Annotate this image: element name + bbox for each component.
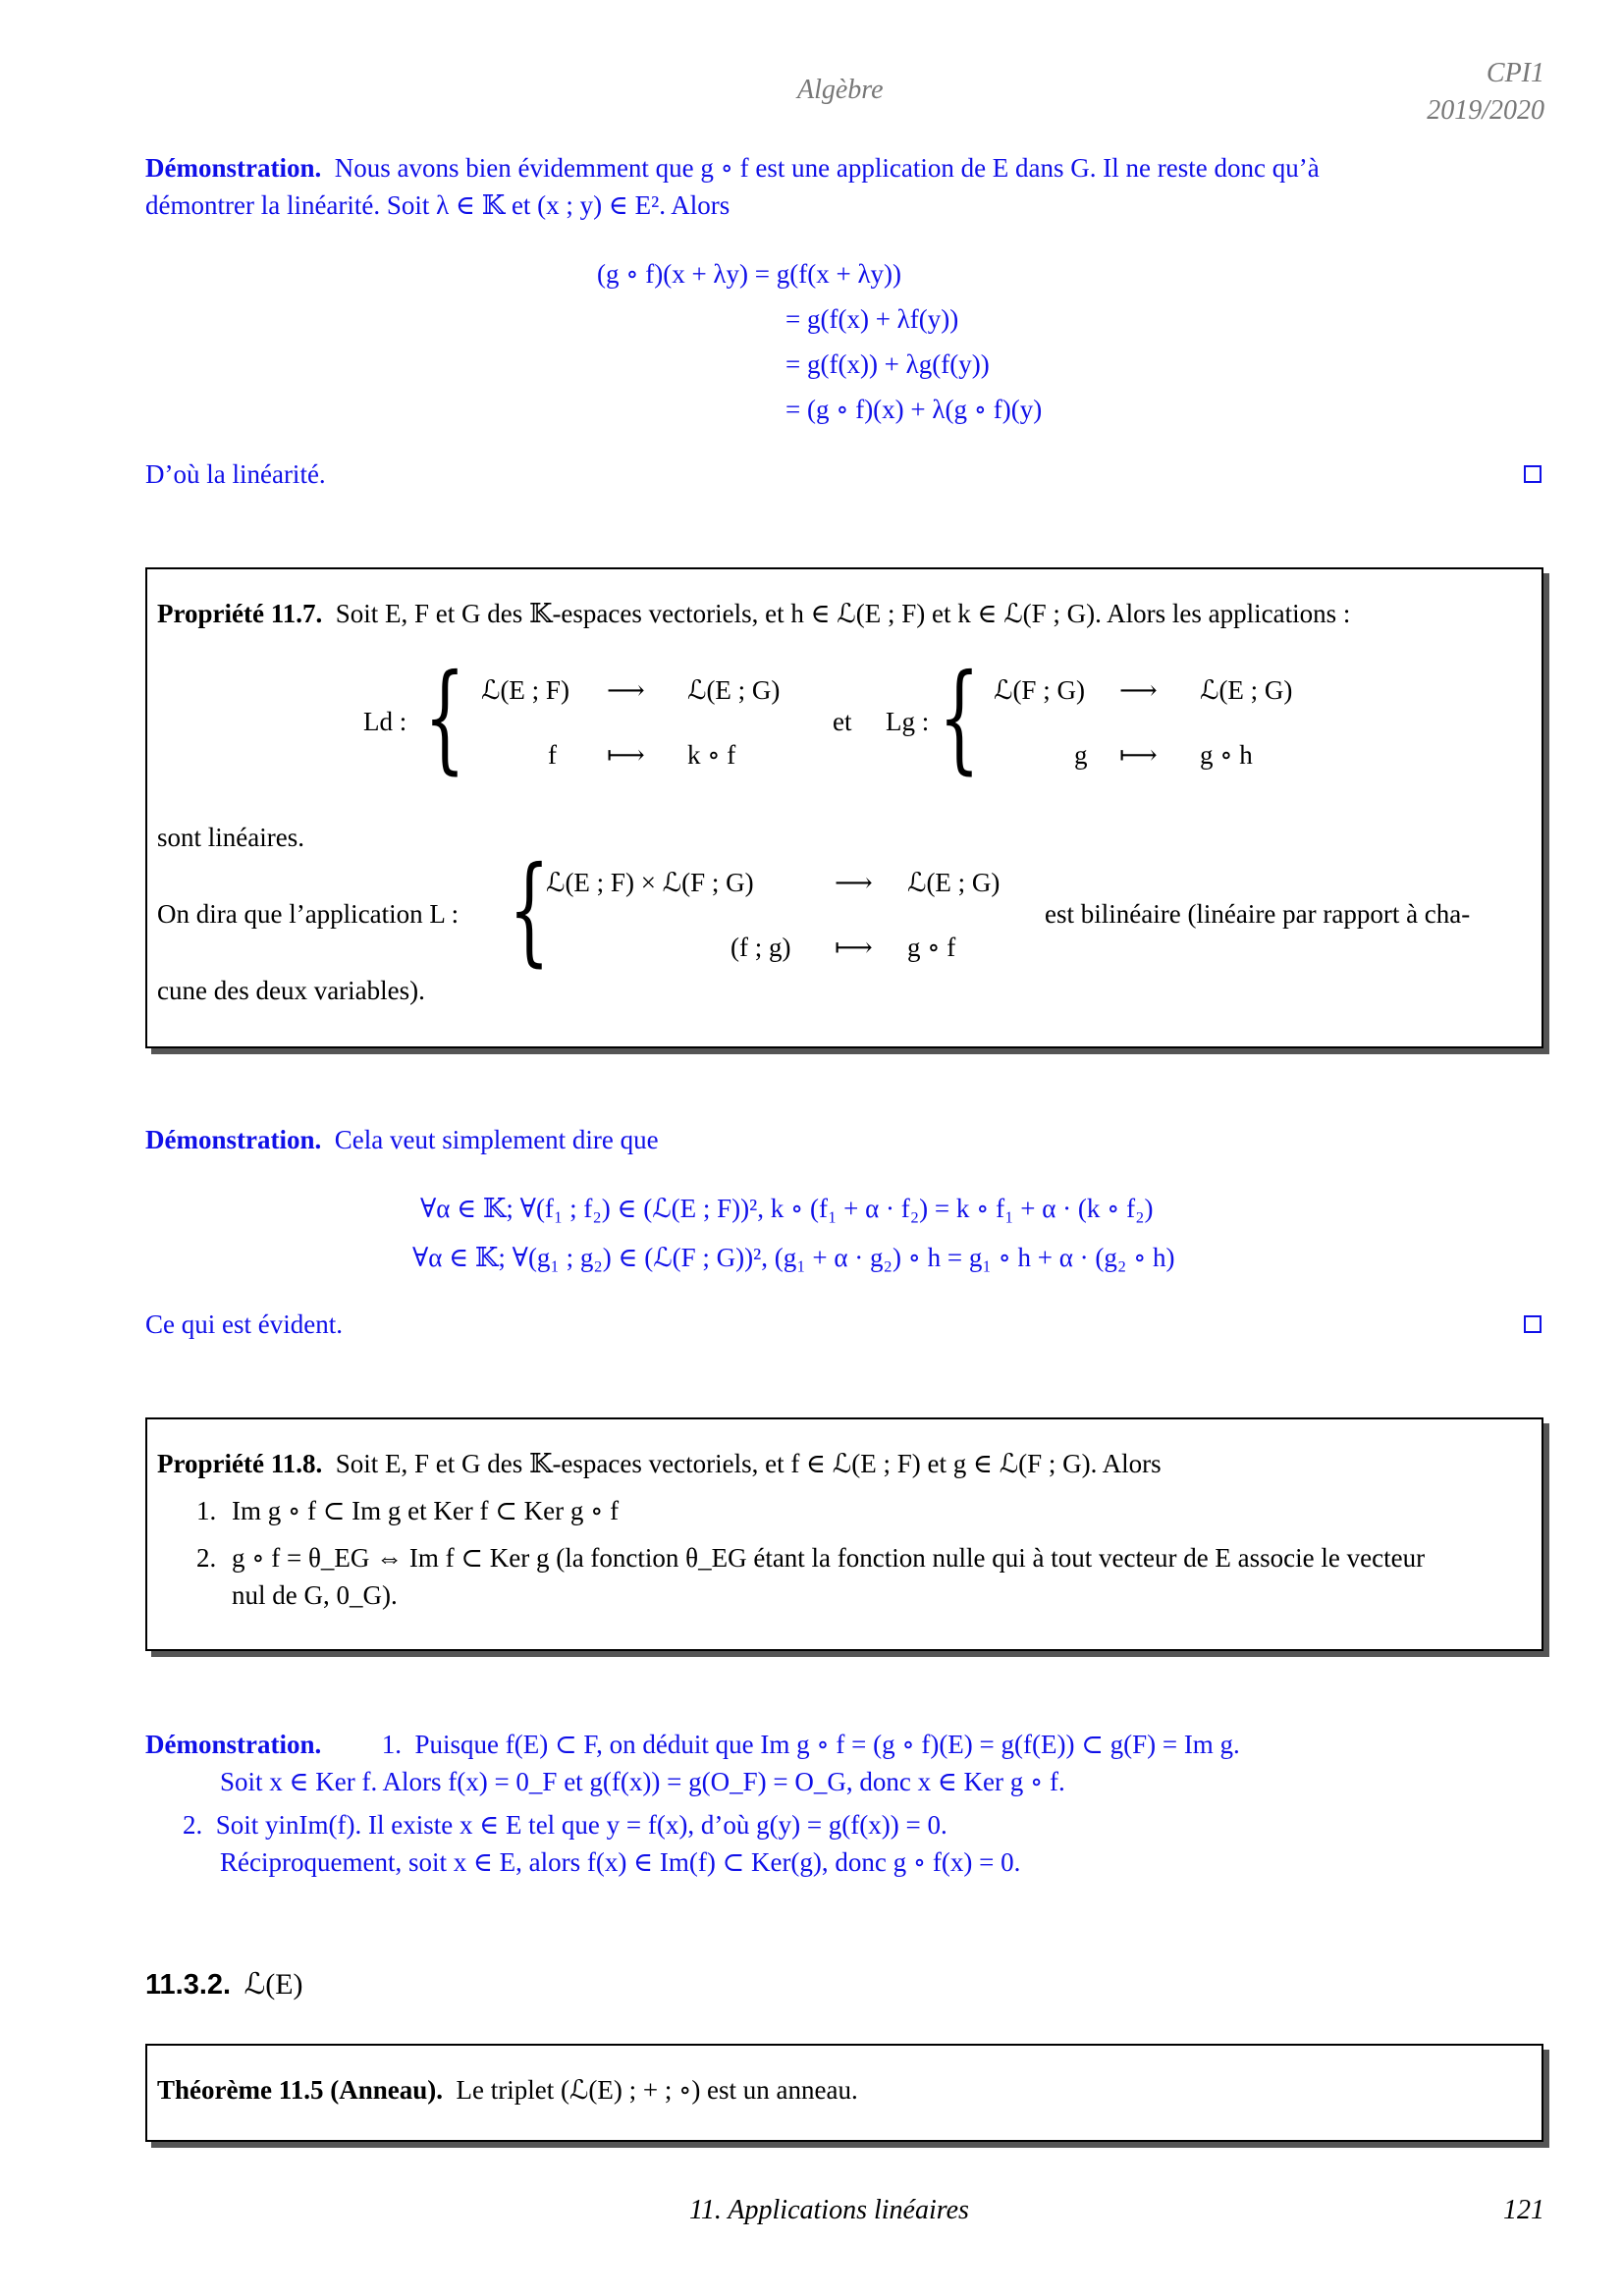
map-Lg-row2-right: g ∘ h: [1200, 740, 1253, 770]
map-L-row1-arrow: ⟶: [835, 868, 873, 897]
demo1-label: Démonstration.: [145, 153, 322, 183]
demo1-conclusion: D’où la linéarité.: [145, 459, 326, 489]
map-Ld-brace: {: [424, 650, 465, 786]
theorem-line: [157, 2075, 858, 2106]
map-Lg-brace: {: [939, 650, 980, 786]
demo3-label: Démonstration.: [145, 1730, 322, 1759]
header-course-name: CPI1: [1486, 58, 1544, 88]
prop118-item2-number: 2.: [196, 1543, 217, 1573]
demo3-item1-number: 1.: [381, 1730, 402, 1759]
section-heading: [145, 1967, 303, 2002]
demo1-eq-line2: = g(f(x) + λf(y)): [785, 304, 959, 334]
map-Ld-row2-left: f: [548, 740, 557, 770]
demo1-eq-line1: (g ∘ f)(x + λy) = g(f(x + λy)): [597, 259, 902, 289]
map-Ld-name: Ld :: [363, 707, 407, 736]
demo2-conclusion: Ce qui est évident.: [145, 1309, 343, 1339]
header-year: 2019/2020: [1427, 95, 1544, 126]
property-11-7-box: [145, 567, 1543, 1048]
prop118-item1-number: 1.: [196, 1496, 217, 1525]
footer-chapter: 11. Applications linéaires: [689, 2195, 969, 2225]
prop118-intro: Soit E, F et G des 𝕂-espaces vectoriels, et f ∈ ℒ(E ; F) et g ∈ ℒ(F ; G). Alors: [335, 1449, 1162, 1478]
demo2-eq2: ∀α ∈ 𝕂; ∀(g₁ ; g₂) ∈ (ℒ(F ; G))², (g₁ + α · g₂) ∘ h = g₁ ∘ h + α · (g₂ ∘ h): [412, 1243, 1175, 1272]
map-Lg-row1-arrow: ⟶: [1119, 675, 1158, 705]
demo1-equation-block: [597, 251, 1042, 432]
map-L-row2-arrow: ⟼: [835, 933, 873, 962]
property-11-8-box: [145, 1417, 1543, 1651]
qed-square-icon: [1524, 465, 1542, 483]
theorem-label: Théorème 11.5 (Anneau).: [157, 2075, 443, 2105]
section-number: 11.3.2.: [145, 1969, 232, 2001]
map-L-row1-left: ℒ(E ; F) × ℒ(F ; G): [546, 868, 754, 897]
demo3-item2-line2: Réciproquement, soit x ∈ E, alors f(x) ∈ Im(f) ⊂ Ker(g), donc g ∘ f(x) = 0.: [220, 1847, 1021, 1877]
prop117-cune: cune des deux variables).: [157, 976, 425, 1005]
map-Ld-row1-arrow: ⟶: [607, 675, 645, 705]
map-Ld-row2-arrow: ⟼: [607, 740, 645, 770]
map-L-row2-right: g ∘ f: [907, 933, 956, 962]
prop117-ondira: On dira que l’application L :: [157, 899, 460, 929]
map-Lg-name: Lg :: [886, 707, 930, 736]
demo2-eq1: ∀α ∈ 𝕂; ∀(f₁ ; f₂) ∈ (ℒ(E ; F))², k ∘ (f₁ + α · f₂) = k ∘ f₁ + α · (k ∘ f₂): [420, 1194, 1154, 1223]
header-title: Algèbre: [797, 75, 884, 105]
prop117-label: Propriété 11.7.: [157, 599, 323, 628]
map-Lg-row2-left: g: [1074, 740, 1088, 770]
prop117-bilineaire: est bilinéaire (linéaire par rapport à cha-: [1045, 899, 1471, 929]
theorem-text: Le triplet (ℒ(E) ; + ; ∘) est un anneau.: [456, 2075, 858, 2105]
demo2-text: Cela veut simplement dire que: [334, 1125, 659, 1154]
map-Ld: [363, 650, 781, 793]
demo1-text-line1: Nous avons bien évidemment que g ∘ f est une application de E dans G. Il ne reste donc qu’à: [334, 153, 1320, 183]
prop118-label: Propriété 11.8.: [157, 1449, 323, 1478]
map-L-brace: {: [509, 842, 550, 979]
demo1-eq-line3: = g(f(x)) + λg(f(y)): [785, 349, 990, 379]
demo3-item2-line1: Soit yinIm(f). Il existe x ∈ E tel que y = f(x), d’où g(y) = g(f(x)) = 0.: [215, 1810, 947, 1840]
footer-page-number: 121: [1503, 2195, 1544, 2225]
prop118-item1: Im g ∘ f ⊂ Im g et Ker f ⊂ Ker g ∘ f: [232, 1496, 620, 1525]
prop118-item2-line2: nul de G, 0_G).: [232, 1580, 398, 1610]
header-course: [1348, 55, 1544, 130]
map-L-row1-right: ℒ(E ; G): [907, 868, 1001, 897]
map-Lg-row1-left: ℒ(F ; G): [994, 675, 1085, 705]
demo3-item2-number: 2.: [183, 1810, 203, 1840]
demo2-label: Démonstration.: [145, 1125, 322, 1154]
prop118-item2-line1: g ∘ f = θ_EG ⇔ Im f ⊂ Ker g (la fonction θ_EG étant la fonction nulle qui à tout vecteur de E associe le vecteur: [232, 1543, 1426, 1573]
map-Ld-row2-right: k ∘ f: [687, 740, 736, 770]
prop117-et: et: [833, 707, 852, 736]
demo1-text-line2: démontrer la linéarité. Soit λ ∈ 𝕂 et (x ; y) ∈ E². Alors: [145, 190, 730, 220]
qed-square-icon: [1524, 1315, 1542, 1333]
map-Lg-row1-right: ℒ(E ; G): [1200, 675, 1293, 705]
prop118-intro-line: [157, 1449, 1162, 1479]
demo3-block: [145, 1726, 1559, 1881]
demo3-item1-line1: Puisque f(E) ⊂ F, on déduit que Im g ∘ f = (g ∘ f)(E) = g(f(E)) ⊂ g(F) = Im g.: [414, 1730, 1240, 1759]
demo2-intro: [145, 1125, 659, 1155]
demo3-item1-line2: Soit x ∈ Ker f. Alors f(x) = 0_F et g(f(x)) = g(O_F) = O_G, donc x ∈ Ker g ∘ f.: [220, 1767, 1065, 1796]
map-Lg-row2-arrow: ⟼: [1119, 740, 1158, 770]
demo1-paragraph: [145, 149, 1544, 224]
section-title: ℒ(E): [243, 1968, 303, 2001]
map-L-row2-left: (f ; g): [730, 933, 791, 962]
prop117-intro-line: [157, 599, 1350, 629]
demo1-eq-line4: = (g ∘ f)(x) + λ(g ∘ f)(y): [785, 395, 1043, 424]
theorem-11-5-box: [145, 2044, 1543, 2142]
prop117-intro: Soit E, F et G des 𝕂-espaces vectoriels, et h ∈ ℒ(E ; F) et k ∈ ℒ(F ; G). Alors les applications :: [335, 599, 1351, 628]
prop117-sont-lineaires: sont linéaires.: [157, 823, 304, 852]
map-Ld-row1-right: ℒ(E ; G): [687, 675, 781, 705]
map-Lg: [886, 650, 1435, 793]
map-Ld-row1-left: ℒ(E ; F): [481, 675, 569, 705]
